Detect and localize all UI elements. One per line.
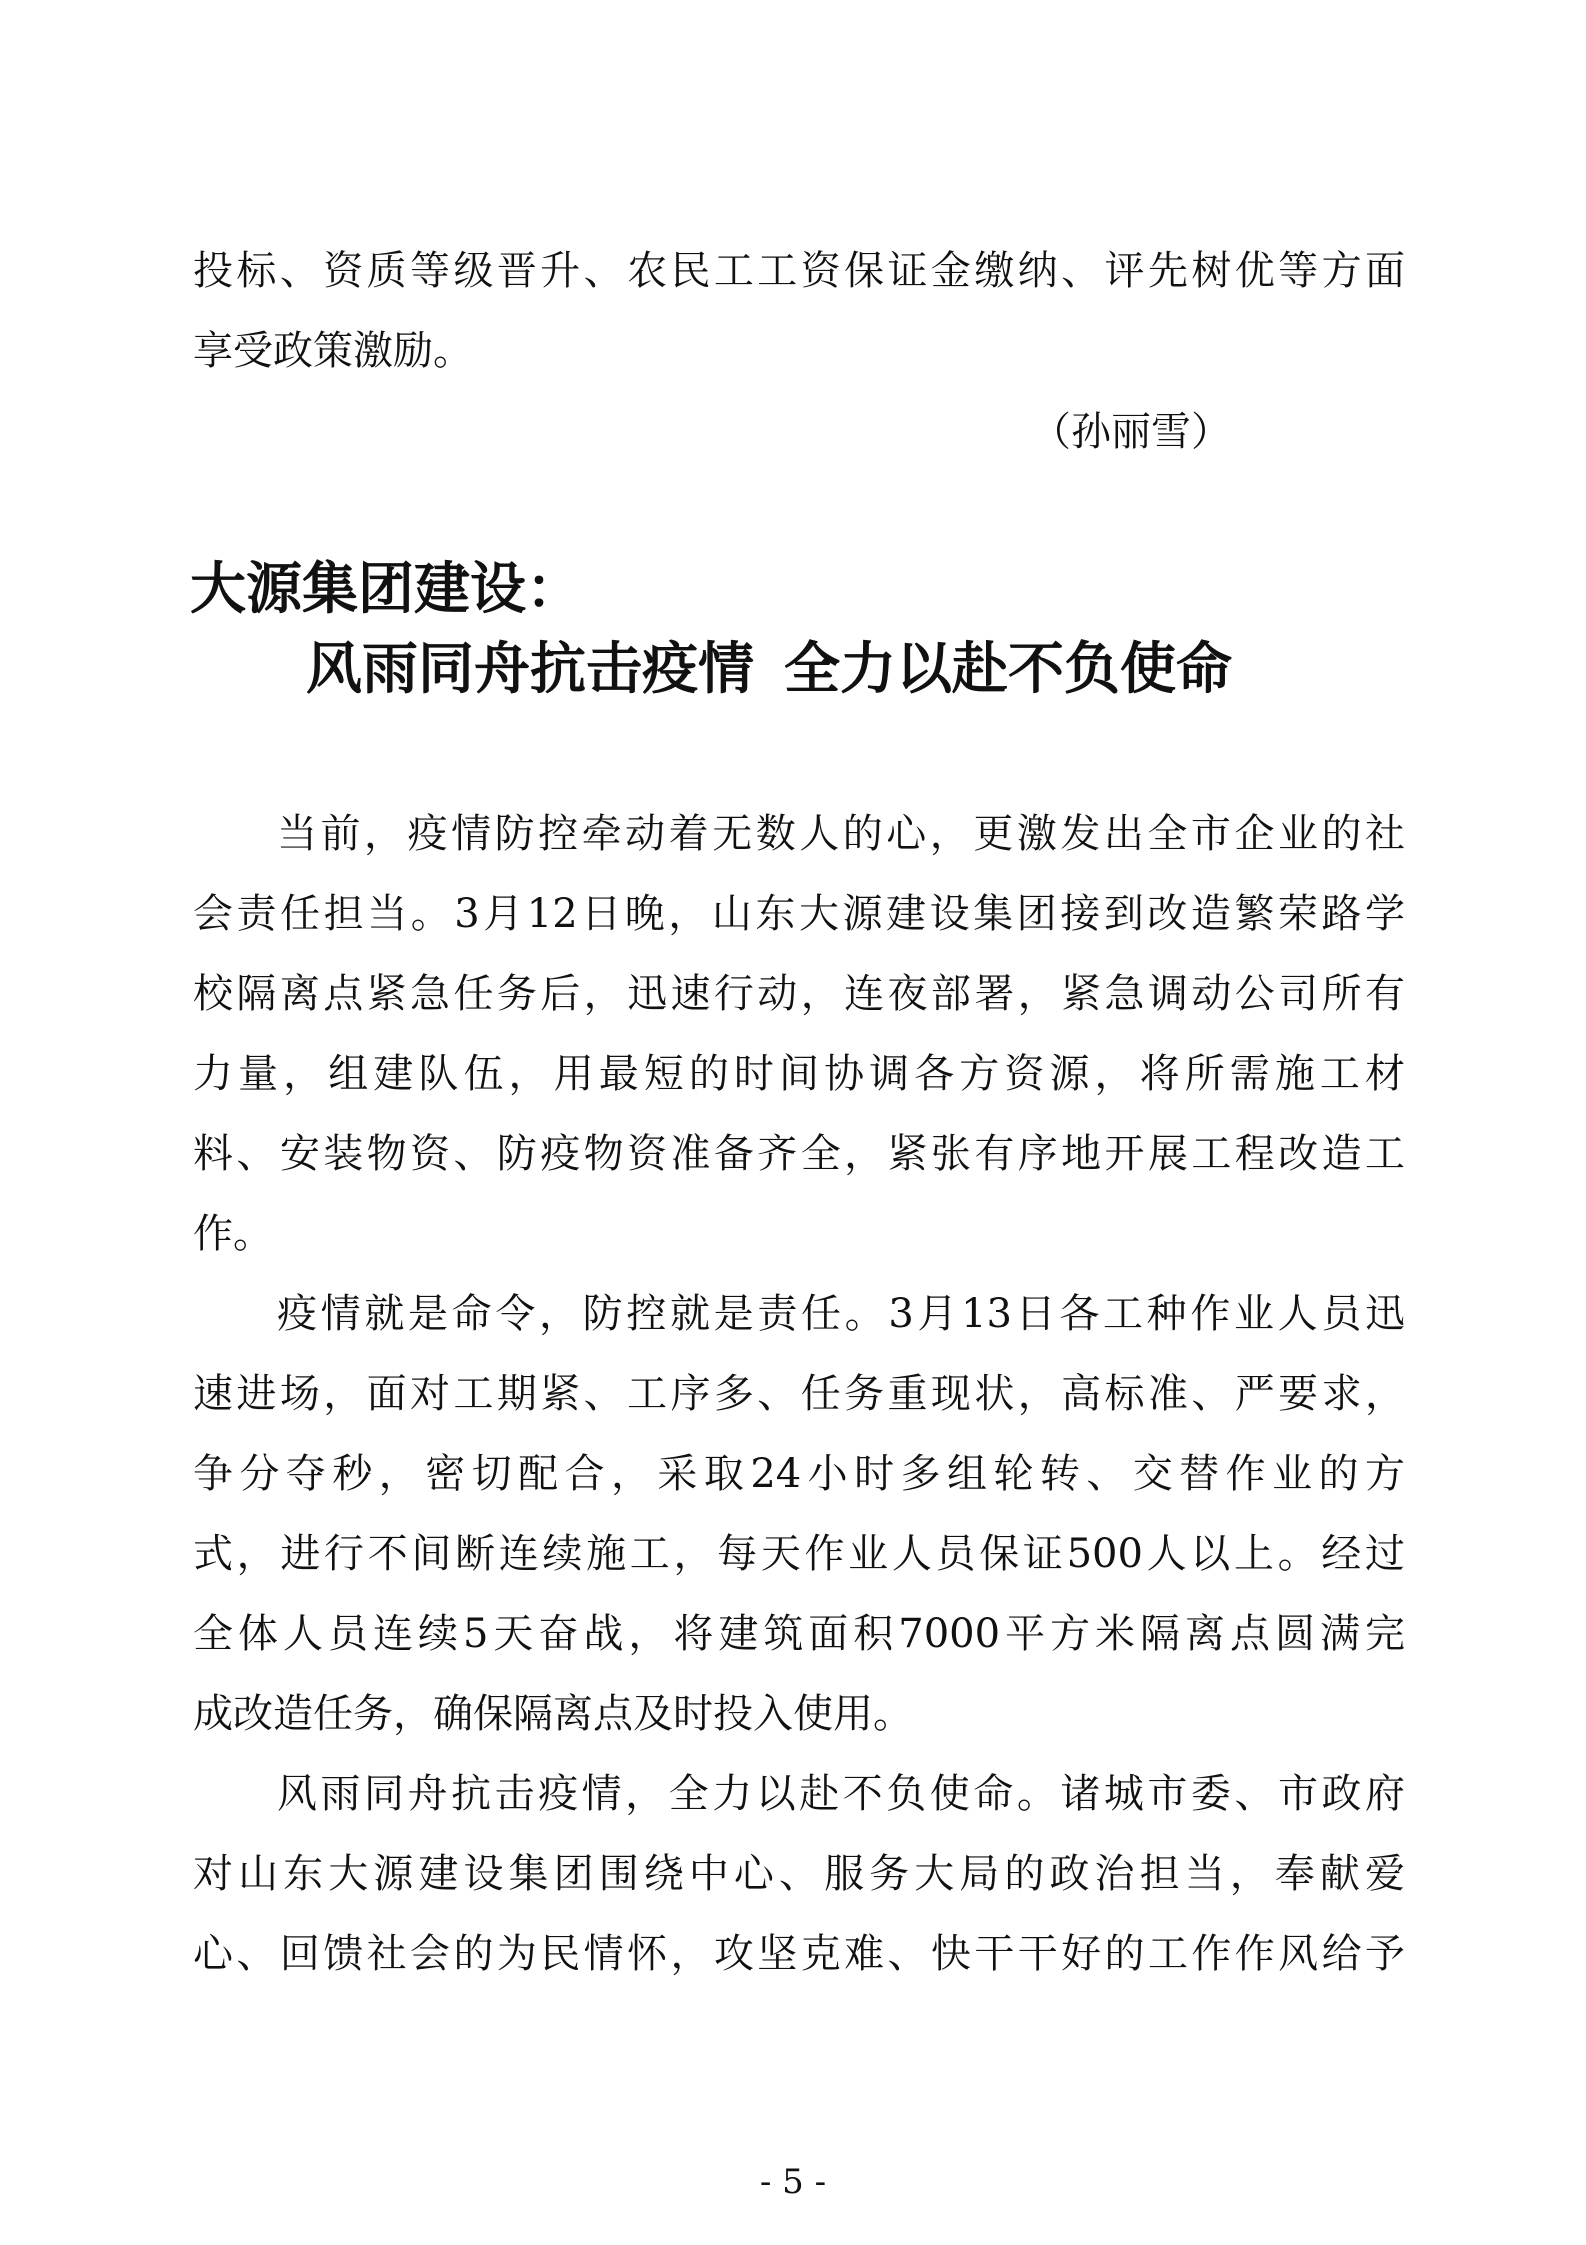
paragraph-3-line-2: 对山东大源建设集团围绕中心、服务大局的政治担当，奉献爱 [193, 1851, 1405, 1897]
continuation-line-1: 投标、资质等级晋升、农民工工资保证金缴纳、评先树优等方面 [193, 248, 1405, 294]
article-title-part-1: 风雨同舟抗击疫情 [306, 636, 754, 702]
paragraph-1-line-2: 会责任担当。3月12日晚，山东大源建设集团接到改造繁荣路学 [193, 891, 1405, 937]
article-title-line-2 [306, 636, 1232, 702]
paragraph-3-line-1: 风雨同舟抗击疫情，全力以赴不负使命。诸城市委、市政府 [277, 1771, 1405, 1817]
author-credit: （孙丽雪） [1031, 409, 1231, 455]
article-title-part-2: 全力以赴不负使命 [784, 636, 1232, 702]
paragraph-2-line-1: 疫情就是命令，防控就是责任。3月13日各工种作业人员迅 [277, 1291, 1405, 1337]
paragraph-2-line-5: 全体人员连续5天奋战，将建筑面积7000平方米隔离点圆满完 [193, 1611, 1405, 1657]
page-number: - 5 - [759, 2162, 827, 2202]
paragraph-2-line-3: 争分夺秒，密切配合，采取24小时多组轮转、交替作业的方 [193, 1451, 1405, 1497]
paragraph-3-line-3: 心、回馈社会的为民情怀，攻坚克难、快干干好的工作作风给予 [193, 1931, 1405, 1977]
continuation-line-2: 享受政策激励。 [193, 328, 473, 374]
paragraph-2-line-6: 成改造任务，确保隔离点及时投入使用。 [193, 1691, 913, 1737]
paragraph-1-line-4: 力量，组建队伍，用最短的时间协调各方资源，将所需施工材 [193, 1051, 1405, 1097]
paragraph-1-line-1: 当前，疫情防控牵动着无数人的心，更激发出全市企业的社 [277, 811, 1405, 857]
paragraph-2-line-2: 速进场，面对工期紧、工序多、任务重现状，高标准、严要求， [193, 1371, 1405, 1417]
article-title-line-1: 大源集团建设： [190, 556, 582, 622]
paragraph-1-line-6: 作。 [193, 1211, 273, 1257]
paragraph-2-line-4: 式，进行不间断连续施工，每天作业人员保证500人以上。经过 [193, 1531, 1405, 1577]
paragraph-1-line-5: 料、安装物资、防疫物资准备齐全，紧张有序地开展工程改造工 [193, 1131, 1405, 1177]
paragraph-1-line-3: 校隔离点紧急任务后，迅速行动，连夜部署，紧急调动公司所有 [193, 971, 1405, 1017]
